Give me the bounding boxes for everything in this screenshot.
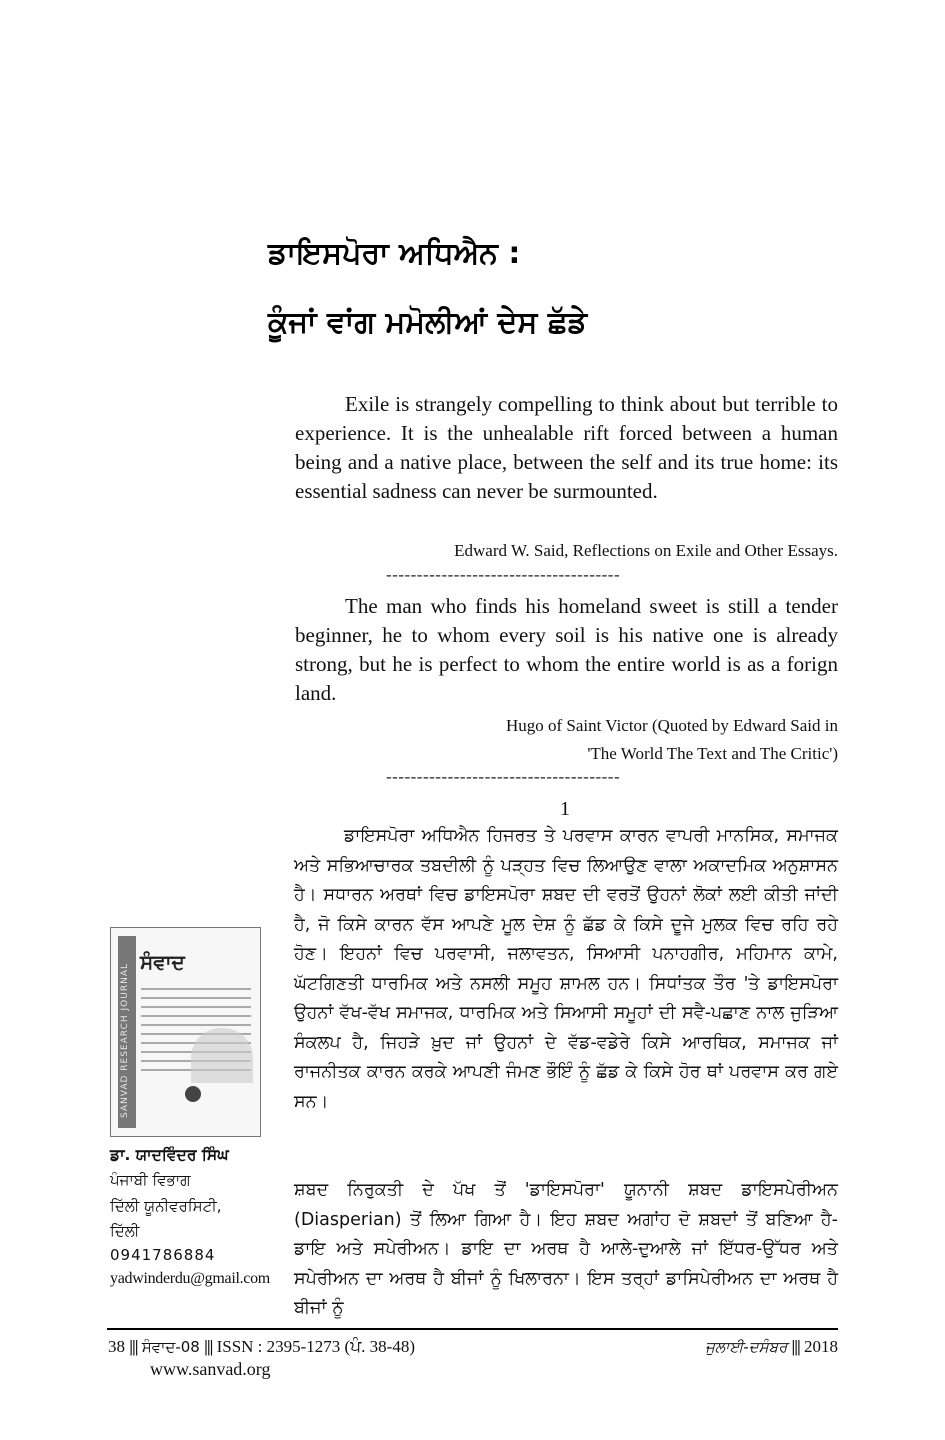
author-city: ਦਿੱਲੀ xyxy=(110,1222,140,1240)
article-title: ਡਾਇਸਪੋਰਾ ਅਧਿਐਨ : xyxy=(268,236,521,271)
bar-separator-icon: ||| xyxy=(791,1337,800,1356)
footer-right xyxy=(705,1337,838,1357)
article-subtitle: ਕੂੰਜਾਂ ਵਾਂਗ ਮਮੋਲੀਆਂ ਦੇਸ ਛੱਡੇ xyxy=(268,305,588,340)
author-name: ਡਾ. ਯਾਦਵਿੰਦਰ ਸਿੰਘ xyxy=(110,1146,229,1164)
website-link[interactable]: www.sanvad.org xyxy=(150,1359,271,1379)
epigraph-attribution: 'The World The Text and The Critic') xyxy=(587,744,838,763)
issn: ISSN : 2395-1273 (ਪੰ. 38-48) xyxy=(216,1337,416,1356)
body-paragraph: ਸ਼ਬਦ ਨਿਰੁਕਤੀ ਦੇ ਪੱਖ ਤੋਂ 'ਡਾਇਸਪੋਰਾ' ਯੂਨਾਨੀ ਸ਼ਬਦ ਡਾਇਸਪੇਰੀਅਨ (Diasperian) ਤੋਂ ਲਿਆ ਗਿਆ ਹੈ। ਇਹ ਸ਼ਬਦ ਅਗਾਂਹ ਦੋ ਸ਼ਬਦਾਂ ਤੋਂ ਬਣਿਆ ਹੈ- ਡਾਇ ਅਤੇ ਸਪੇਰੀਅਨ। ਡਾਇ ਦਾ ਅਰਥ ਹੈ ਆਲੇ-ਦੁਆਲੇ ਜਾਂ ਇੱਧਰ-ਉੱਧਰ ਅਤੇ ਸਪੇਰੀਅਨ ਦਾ ਅਰਥ ਹੈ ਬੀਜਾਂ ਨੂੰ ਖਿਲਾਰਨਾ। ਇਸ ਤਰ੍ਹਾਂ ਡਾਸਿਪੇਰੀਅਨ ਦਾ ਅਰਥ ਹੈ ਬੀਜਾਂ ਨੂੰ xyxy=(294,1180,838,1318)
separator-line: -------------------------------------- xyxy=(386,767,621,786)
issue-period: ਜੁਲਾਈ-ਦਸੰਬਰ xyxy=(705,1338,788,1356)
separator-line: -------------------------------------- xyxy=(386,565,621,584)
author-university: ਦਿੱਲੀ ਯੂਨੀਵਰਸਿਟੀ, xyxy=(110,1197,222,1215)
cover-building-illustration xyxy=(191,1028,253,1083)
body-paragraph: ਡਾਇਸਪੋਰਾ ਅਧਿਐਨ ਹਿਜਰਤ ਤੇ ਪਰਵਾਸ ਕਾਰਨ ਵਾਪਰੀ ਮਾਨਸਿਕ, ਸਮਾਜਕ ਅਤੇ ਸਭਿਆਚਾਰਕ ਤਬਦੀਲੀ ਨੂੰ ਪੜ੍ਹਤ ਵਿਚ ਲਿਆਉਣ ਵਾਲਾ ਅਕਾਦਮਿਕ ਅਨੁਸ਼ਾਸਨ ਹੈ। ਸਧਾਰਨ ਅਰਥਾਂ ਵਿਚ ਡਾਇਸਪੋਰਾ ਸ਼ਬਦ ਦੀ ਵਰਤੋਂ ਉਹਨਾਂ ਲੋਕਾਂ ਲਈ ਕੀਤੀ ਜਾਂਦੀ ਹੈ, ਜੋ ਕਿਸੇ ਕਾਰਨ ਵੱਸ ਆਪਣੇ ਮੂਲ ਦੇਸ਼ ਨੂੰ ਛੱਡ ਕੇ ਕਿਸੇ ਦੂਜੇ ਮੁਲਕ ਵਿਚ ਰਹਿ ਰਹੇ ਹੋਣ। ਇਹਨਾਂ ਵਿਚ ਪਰਵਾਸੀ, ਜਲਾਵਤਨ, ਸਿਆਸੀ ਪਨਾਹਗੀਰ, ਮਹਿਮਾਨ ਕਾਮੇ, ਘੱਟਗਿਣਤੀ ਧਾਰਮਿਕ ਅਤੇ ਨਸਲੀ ਸਮੂਹ ਸ਼ਾਮਲ ਹਨ। ਸਿਧਾਂਤਕ ਤੌਰ 'ਤੇ ਡਾਇਸਪੋਰਾ ਉਹਨਾਂ ਵੱਖ-ਵੱਖ ਸਮਾਜਕ, ਧਾਰਮਿਕ ਅਤੇ ਸਿਆਸੀ ਸਮੂਹਾਂ ਦੀ ਸਵੈ-ਪਛਾਣ ਨਾਲ ਜੁੜਿਆ ਸੰਕਲਪ ਹੈ, ਜਿਹੜੇ ਖ਼ੁਦ ਜਾਂ ਉਹਨਾਂ ਦੇ ਵੱਡ-ਵਡੇਰੇ ਕਿਸੇ ਆਰਥਿਕ, ਸਮਾਜਕ ਜਾਂ ਰਾਜਨੀਤਕ ਕਾਰਨ ਕਰਕੇ ਆਪਣੀ ਜੰਮਣ ਭੌਇੰ ਨੂੰ ਛੱਡ ਕੇ ਕਿਸੇ ਹੋਰ ਥਾਂ ਪਰਵਾਸ ਕਰ ਗਏ ਸਨ। xyxy=(294,826,838,1112)
issue-year: 2018 xyxy=(804,1337,838,1356)
journal-cover-image xyxy=(110,927,261,1137)
bar-separator-icon: ||| xyxy=(129,1337,138,1356)
page-number: 38 xyxy=(108,1337,125,1356)
journal-issue: ਸੰਵਾਦ-08 xyxy=(141,1338,200,1356)
epigraph-quote: The man who finds his homeland sweet is still a tender beginner, he to whom every soil is his native one is already strong, but he is perfect to whom the entire world is as a forign land. xyxy=(295,594,838,705)
cover-masthead: ਸੰਵਾਦ xyxy=(140,950,185,974)
author-email[interactable]: yadwinderdu@gmail.com xyxy=(110,1270,270,1287)
author-department: ਪੰਜਾਬੀ ਵਿਭਾਗ xyxy=(110,1171,191,1189)
footer-left xyxy=(108,1337,415,1357)
section-number: 1 xyxy=(560,798,570,820)
epigraph-attribution: Hugo of Saint Victor (Quoted by Edward Said in xyxy=(505,716,838,735)
cover-seal-icon xyxy=(185,1086,201,1102)
bar-separator-icon: ||| xyxy=(204,1337,213,1356)
epigraph-quote: Exile is strangely compelling to think about but terrible to experience. It is the unhealable rift forced between a human being and a native place, between the self and its true home: its essential sadness can never be surmounted. xyxy=(295,392,838,503)
cover-spine-text: SANVAD RESEARCH JOURNAL xyxy=(120,963,130,1118)
epigraph-attribution: Edward W. Said, Reflections on Exile and Other Essays. xyxy=(454,541,838,560)
footer-divider xyxy=(107,1328,838,1330)
author-phone: 0941786884 xyxy=(110,1246,216,1264)
